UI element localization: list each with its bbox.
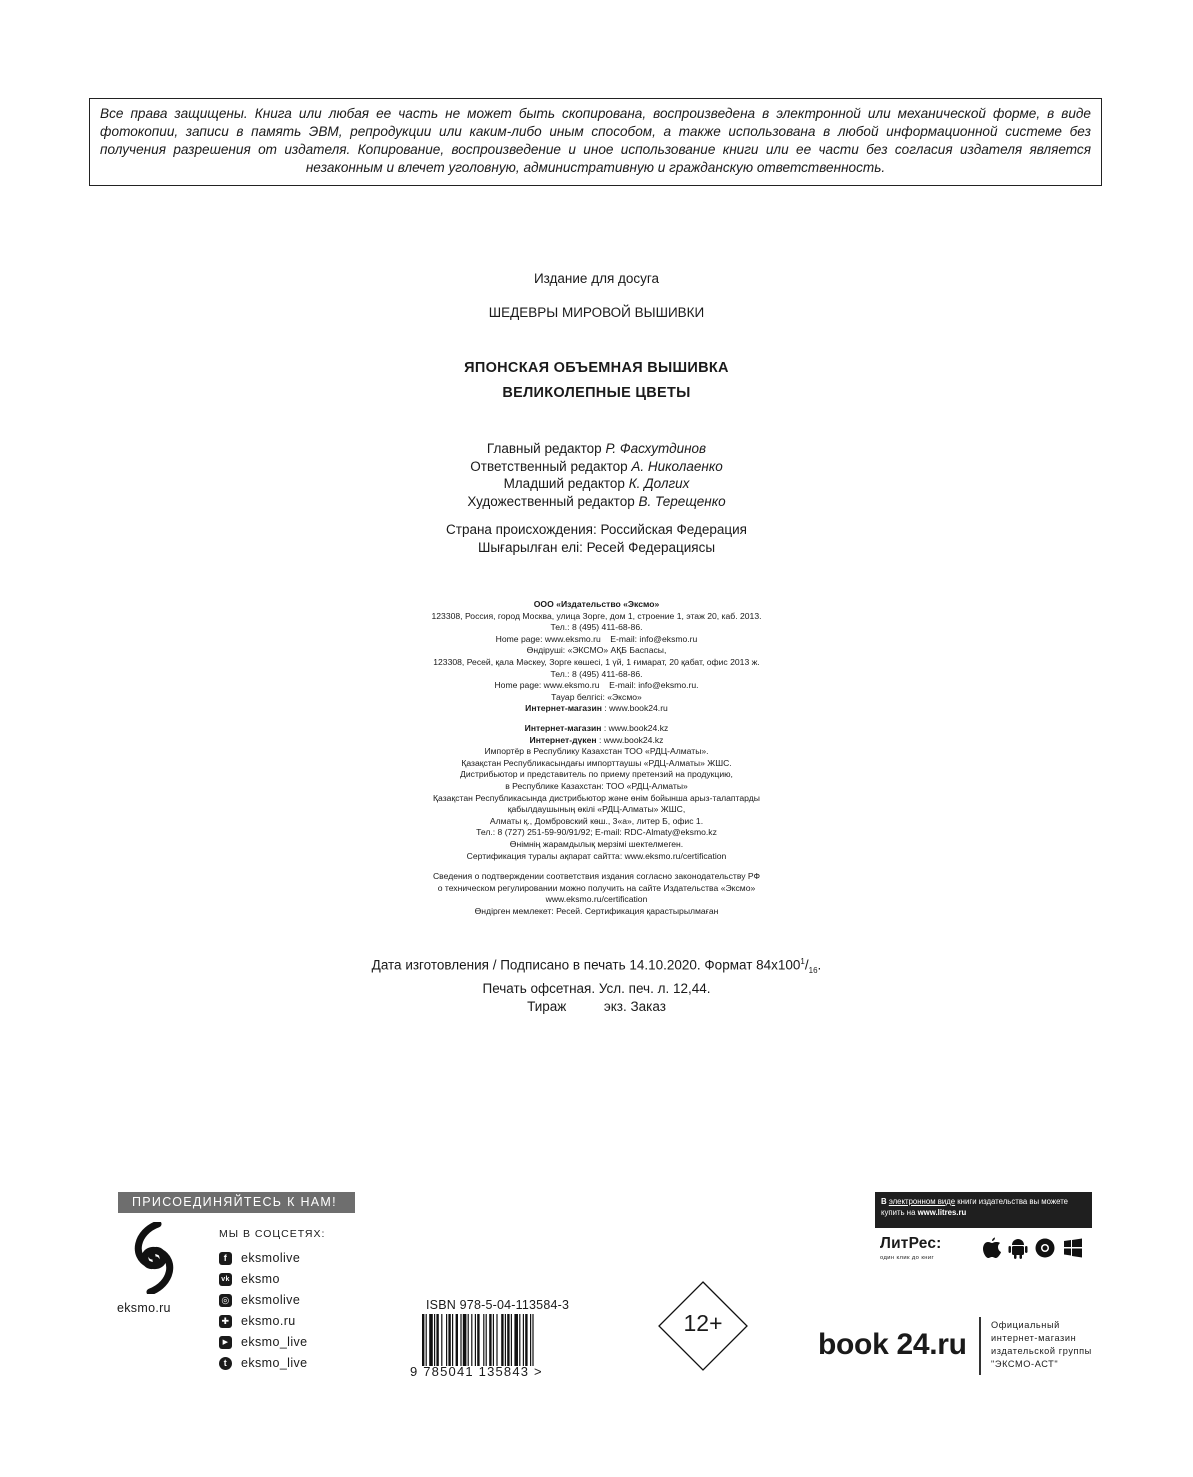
cert-line: о техническом регулировании можно получить на сайте Издательства «Эксмо» <box>437 882 756 893</box>
kz-line: Қазақстан Республикасында дистрибьютор және өнім бойынша арыз-талаптарды <box>433 792 760 803</box>
kz-line: Өнімнің жарамдылық мерзімі шектелмеген. <box>509 838 684 849</box>
litres-tagline: один клик до книг <box>880 1255 935 1261</box>
copyright-notice: Все права защищены. Книга или любая ее часть не может быть скопирована, воспроизведена в электронной или механической форме, в виде фотокопии, записи в память ЭВМ, репродукции или каким-либо иным способом, а также использована в любой информационной системе без получения разрешения от издателя. Копирование, воспроизведение и иное использование книги или ее части без согласия издателя является незаконным и влечет уголовную, административную и гражданскую ответственность. <box>89 98 1102 186</box>
publisher-kz-address: 123308, Ресей, қала Мәскеу, Зорге көшесі, 1 үй, 1 ғимарат, 20 қабат, офис 2013 ж. <box>433 656 760 667</box>
publisher-trademark: Тауар белгісі: «Эксмо» <box>551 691 642 702</box>
credit-chief-editor: Главный редактор Р. Фасхутдинов <box>486 441 707 456</box>
kz-line: Алматы қ., Домбровский көш., 3«а», литер Б, офис 1. <box>489 815 704 826</box>
barcode-icon <box>422 1314 582 1366</box>
credit-responsible-editor: Ответственный редактор А. Николаенко <box>470 458 723 474</box>
social-instagram[interactable]: ◎ eksmolive <box>219 1291 300 1309</box>
instagram-icon: ◎ <box>219 1294 232 1307</box>
litres-logo: ЛитРес: <box>880 1235 942 1252</box>
isbn-label: ISBN 978-5-04-113584-3 <box>426 1298 570 1312</box>
print-line3: Тираж экз. Заказ <box>527 999 666 1015</box>
browser-icon <box>1035 1237 1055 1259</box>
kz-line: қабылдаушының өкілі «РДЦ-Алматы» ЖШС, <box>507 804 686 815</box>
social-youtube[interactable]: ▶ eksmo_live <box>219 1333 308 1351</box>
book24-divider <box>979 1317 981 1375</box>
origin-ru: Страна происхождения: Российская Федерация <box>446 522 747 537</box>
cert-line: www.eksmo.ru/certification <box>545 894 648 905</box>
kz-line: Импортёр в Республику Казахстан ТОО «РДЦ-Алматы». <box>484 746 709 757</box>
series-name: ШЕДЕВРЫ МИРОВОЙ ВЫШИВКИ <box>488 305 705 320</box>
cert-line: Өндірген мемлекет: Ресей. Сертификация қарастырылмаған <box>474 905 719 916</box>
publisher-block <box>0 599 1193 715</box>
youtube-icon: ▶ <box>219 1336 232 1349</box>
litres-promo: В электронном виде книги издательства вы можете купить на www.litres.ru <box>875 1192 1092 1228</box>
windows-icon <box>1063 1237 1083 1259</box>
kz-distributor-block <box>0 723 1193 862</box>
certification-block <box>0 871 1193 917</box>
credit-junior-editor: Младший редактор К. Долгих <box>503 476 690 491</box>
publisher-kz-phone: Тел.: 8 (495) 411-68-86. <box>550 668 643 679</box>
publisher-address: 123308, Россия, город Москва, улица Зорге, дом 1, строение 1, этаж 20, каб. 2013. <box>431 610 762 621</box>
kz-dukan: Интернет-дүкен : www.book24.kz <box>529 734 664 745</box>
publisher-shop: Интернет-магазин : www.book24.ru <box>525 703 668 714</box>
eksmo-site-link[interactable]: eksmo.ru <box>117 1301 171 1315</box>
eksmo-logo-icon <box>128 1222 180 1294</box>
kz-line: Қазақстан Республикасындағы импорттаушы «РДЦ-Алматы» ЖШС. <box>461 757 732 768</box>
book24-logo[interactable]: book 24.ru <box>818 1328 967 1361</box>
book24-description: Официальный интернет-магазин издательской группы "ЭКСМО-АСТ" <box>991 1320 1092 1369</box>
publisher-kz-producer: Өндіруші: «ЭКСМО» АҚБ Баспасы, <box>526 645 667 656</box>
vk-icon: vk <box>219 1273 232 1286</box>
social-title: МЫ В СОЦСЕТЯХ: <box>219 1228 326 1240</box>
cert-line: Сведения о подтверждении соответствия издания согласно законодательству РФ <box>432 871 761 881</box>
publisher-kz-web-email: Home page: www.eksmo.ru E-mail: info@eksmo.ru. <box>494 680 699 691</box>
kz-line: в Республике Казахстан: ТОО «РДЦ-Алматы» <box>505 780 688 791</box>
origin-block <box>0 521 1193 556</box>
book-title-line2: ВЕЛИКОЛЕПНЫЕ ЦВЕТЫ <box>502 385 691 401</box>
credits-block <box>0 440 1193 510</box>
publisher-web-email: Home page: www.eksmo.ru E-mail: info@eksmo.ru <box>495 633 698 644</box>
age-rating-text: 12+ <box>683 1310 723 1336</box>
social-twitter[interactable]: t eksmo_live <box>219 1354 308 1372</box>
litres-url[interactable]: www.litres.ru <box>917 1208 967 1217</box>
origin-kz: Шығарылған елі: Ресей Федерациясы <box>477 539 716 555</box>
edition-type: Издание для досуга <box>533 271 660 286</box>
social-eksmo[interactable]: ✚ eksmo.ru <box>219 1312 296 1330</box>
credit-art-editor: Художественный редактор В. Терещенко <box>467 493 726 509</box>
twitter-icon: t <box>219 1357 232 1370</box>
book-title-line1: ЯПОНСКАЯ ОБЪЕМНАЯ ВЫШИВКА <box>464 360 729 376</box>
kz-shop: Интернет-магазин : www.book24.kz <box>524 723 669 733</box>
kz-line: Дистрибьютор и представитель по приему претензий на продукцию, <box>460 769 733 780</box>
kz-line: Тел.: 8 (727) 251-59-90/91/92; E-mail: RDC-Almaty@eksmo.kz <box>476 827 717 838</box>
barcode-digits: 9 785041 135843 > <box>410 1364 543 1379</box>
eksmo-icon: ✚ <box>219 1315 232 1328</box>
join-us-banner: ПРИСОЕДИНЯЙТЕСЬ К НАМ! <box>118 1192 355 1213</box>
litres-ebook-link[interactable]: электронном виде <box>888 1197 956 1206</box>
print-line1: Дата изготовления / Подписано в печать 14.10.2020. Формат $84x100^1/_{16}$. <box>371 957 822 976</box>
social-facebook[interactable]: f eksmolive <box>219 1249 300 1267</box>
print-line2: Печать офсетная. Усл. печ. л. 12,44. <box>482 981 711 997</box>
print-info <box>0 953 1193 1016</box>
social-vk[interactable]: vk eksmo <box>219 1270 280 1288</box>
apple-icon <box>982 1237 1002 1259</box>
kz-line: Сертификация туралы ақпарат сайтта: www.eksmo.ru/certification <box>466 850 727 861</box>
android-icon <box>1008 1237 1028 1259</box>
facebook-icon: f <box>219 1252 232 1265</box>
publisher-phone: Тел.: 8 (495) 411-68-86. <box>550 622 643 633</box>
publisher-name: ООО «Издательство «Эксмо» <box>533 599 660 609</box>
